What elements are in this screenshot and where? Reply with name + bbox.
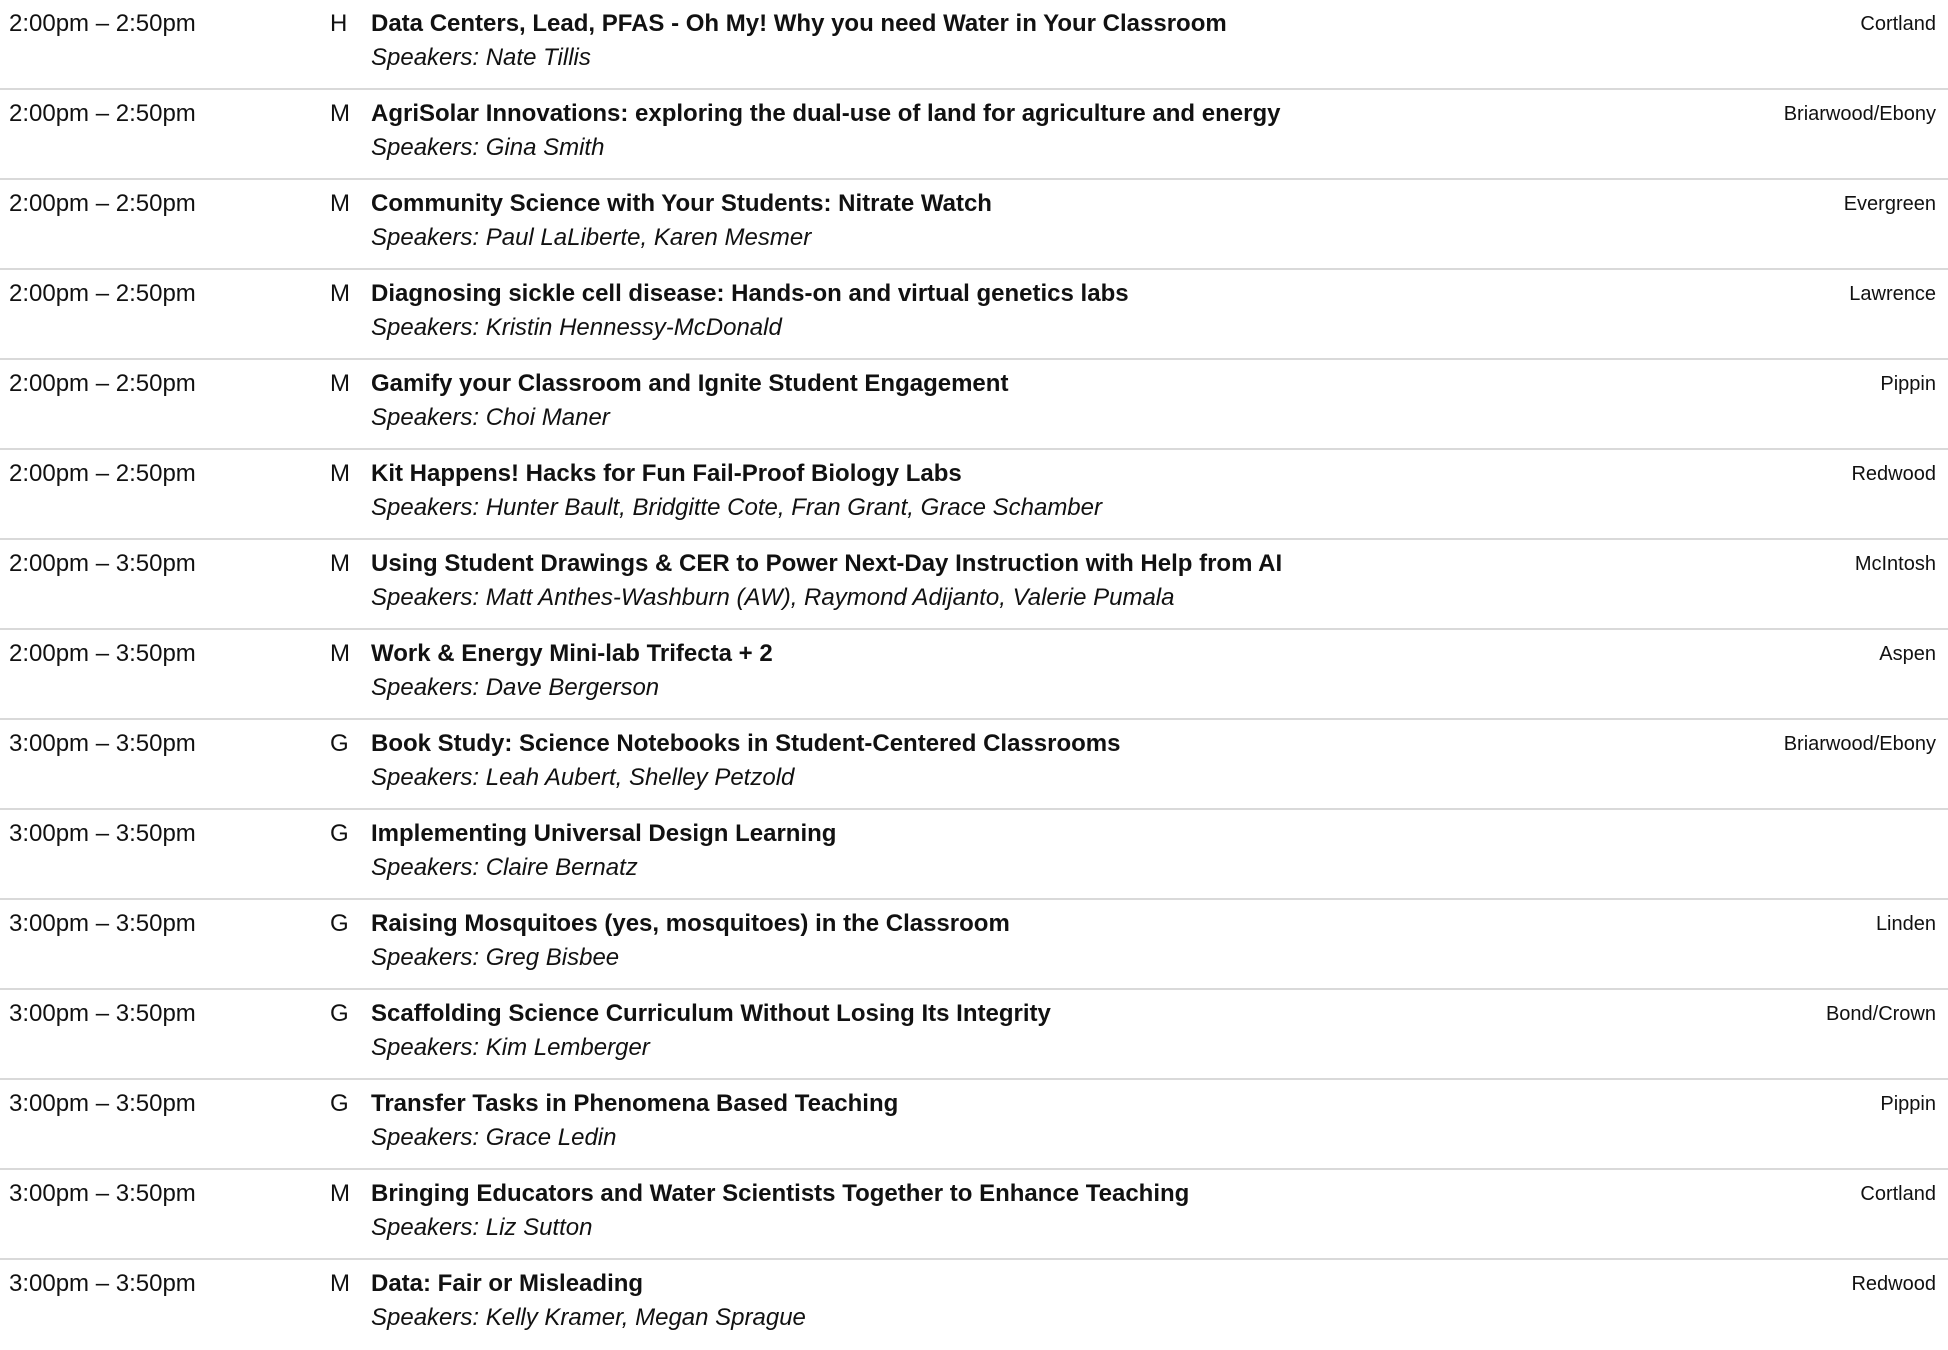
- session-speakers: Speakers: Hunter Bault, Bridgitte Cote, Fran Grant, Grace Schamber: [371, 494, 1102, 521]
- session-title[interactable]: Diagnosing sickle cell disease: Hands-on and virtual genetics labs: [371, 280, 1129, 307]
- session-speakers: Speakers: Kristin Hennessy-McDonald: [371, 314, 782, 341]
- session-row[interactable]: [0, 990, 1948, 1080]
- session-title[interactable]: Book Study: Science Notebooks in Student-Centered Classrooms: [371, 730, 1121, 757]
- session-time: 3:00pm – 3:50pm: [9, 820, 196, 847]
- session-speakers: Speakers: Choi Maner: [371, 404, 610, 431]
- session-level: M: [330, 640, 350, 667]
- session-title[interactable]: Gamify your Classroom and Ignite Student Engagement: [371, 370, 1009, 397]
- session-title[interactable]: Community Science with Your Students: Nitrate Watch: [371, 190, 992, 217]
- session-row[interactable]: [0, 720, 1948, 810]
- session-time: 2:00pm – 2:50pm: [9, 280, 196, 307]
- session-speakers: Speakers: Grace Ledin: [371, 1124, 617, 1151]
- session-speakers: Speakers: Liz Sutton: [371, 1214, 593, 1241]
- session-level: G: [330, 820, 349, 847]
- session-row[interactable]: [0, 540, 1948, 630]
- session-level: M: [330, 1270, 350, 1297]
- session-title[interactable]: Work & Energy Mini-lab Trifecta + 2: [371, 640, 773, 667]
- session-row[interactable]: [0, 270, 1948, 360]
- session-level: M: [330, 100, 350, 127]
- session-time: 2:00pm – 2:50pm: [9, 370, 196, 397]
- session-row[interactable]: [0, 810, 1948, 900]
- session-level: M: [330, 460, 350, 487]
- session-row[interactable]: [0, 1170, 1948, 1260]
- session-level: M: [330, 190, 350, 217]
- session-room: Bond/Crown: [1825, 1003, 1936, 1025]
- session-room: Redwood: [1851, 1273, 1936, 1295]
- session-time: 2:00pm – 2:50pm: [9, 460, 196, 487]
- session-title[interactable]: Implementing Universal Design Learning: [371, 820, 837, 847]
- session-row[interactable]: [0, 360, 1948, 450]
- session-time: 3:00pm – 3:50pm: [9, 730, 196, 757]
- session-title[interactable]: Transfer Tasks in Phenomena Based Teaching: [371, 1090, 899, 1117]
- session-title[interactable]: Bringing Educators and Water Scientists Together to Enhance Teaching: [371, 1180, 1190, 1207]
- session-row[interactable]: [0, 1260, 1948, 1350]
- session-level: M: [330, 280, 350, 307]
- session-room: Briarwood/Ebony: [1783, 103, 1936, 125]
- session-room: Linden: [1875, 913, 1936, 935]
- session-time: 3:00pm – 3:50pm: [9, 910, 196, 937]
- session-speakers: Speakers: Dave Bergerson: [371, 674, 660, 701]
- session-row[interactable]: [0, 0, 1948, 90]
- session-time: 2:00pm – 2:50pm: [9, 100, 196, 127]
- session-room: Pippin: [1880, 373, 1936, 395]
- session-room: Cortland: [1860, 13, 1936, 35]
- session-time: 2:00pm – 3:50pm: [9, 550, 196, 577]
- session-speakers: Speakers: Kelly Kramer, Megan Sprague: [371, 1304, 806, 1331]
- session-level: M: [330, 370, 350, 397]
- session-level: M: [330, 1180, 350, 1207]
- session-row[interactable]: [0, 1080, 1948, 1170]
- session-row[interactable]: [0, 180, 1948, 270]
- session-title[interactable]: Data Centers, Lead, PFAS - Oh My! Why you need Water in Your Classroom: [371, 10, 1227, 37]
- session-time: 2:00pm – 3:50pm: [9, 640, 196, 667]
- session-room: Aspen: [1879, 643, 1936, 665]
- session-title[interactable]: Raising Mosquitoes (yes, mosquitoes) in the Classroom: [371, 910, 1010, 937]
- session-speakers: Speakers: Claire Bernatz: [371, 854, 638, 881]
- session-level: M: [330, 550, 350, 577]
- session-speakers: Speakers: Leah Aubert, Shelley Petzold: [371, 764, 795, 791]
- session-title[interactable]: Data: Fair or Misleading: [371, 1270, 644, 1297]
- session-row[interactable]: [0, 630, 1948, 720]
- session-level: G: [330, 1000, 349, 1027]
- session-speakers: Speakers: Greg Bisbee: [371, 944, 620, 971]
- session-time: 2:00pm – 2:50pm: [9, 10, 196, 37]
- session-time: 3:00pm – 3:50pm: [9, 1270, 196, 1297]
- session-speakers: Speakers: Gina Smith: [371, 134, 605, 161]
- session-title[interactable]: AgriSolar Innovations: exploring the dual-use of land for agriculture and energy: [371, 100, 1281, 127]
- session-room: Lawrence: [1849, 283, 1936, 305]
- session-level: G: [330, 910, 349, 937]
- session-room: McIntosh: [1854, 553, 1936, 575]
- session-room: Briarwood/Ebony: [1783, 733, 1936, 755]
- session-speakers: Speakers: Paul LaLiberte, Karen Mesmer: [371, 224, 812, 251]
- session-row[interactable]: [0, 900, 1948, 990]
- session-room: Redwood: [1851, 463, 1936, 485]
- session-title[interactable]: Using Student Drawings & CER to Power Next-Day Instruction with Help from AI: [371, 550, 1283, 577]
- session-speakers: Speakers: Matt Anthes-Washburn (AW), Raymond Adijanto, Valerie Pumala: [371, 584, 1175, 611]
- session-room: Cortland: [1860, 1183, 1936, 1205]
- session-row[interactable]: [0, 450, 1948, 540]
- session-level: G: [330, 1090, 349, 1117]
- session-time: 3:00pm – 3:50pm: [9, 1000, 196, 1027]
- session-row[interactable]: [0, 90, 1948, 180]
- session-title[interactable]: Scaffolding Science Curriculum Without Losing Its Integrity: [371, 1000, 1051, 1027]
- session-level: H: [330, 10, 348, 37]
- session-time: 3:00pm – 3:50pm: [9, 1180, 196, 1207]
- session-time: 2:00pm – 2:50pm: [9, 190, 196, 217]
- session-speakers: Speakers: Nate Tillis: [371, 44, 591, 71]
- session-title[interactable]: Kit Happens! Hacks for Fun Fail-Proof Biology Labs: [371, 460, 962, 487]
- session-speakers: Speakers: Kim Lemberger: [371, 1034, 650, 1061]
- session-time: 3:00pm – 3:50pm: [9, 1090, 196, 1117]
- session-room: Evergreen: [1843, 193, 1936, 215]
- session-room: Pippin: [1880, 1093, 1936, 1115]
- session-level: G: [330, 730, 349, 757]
